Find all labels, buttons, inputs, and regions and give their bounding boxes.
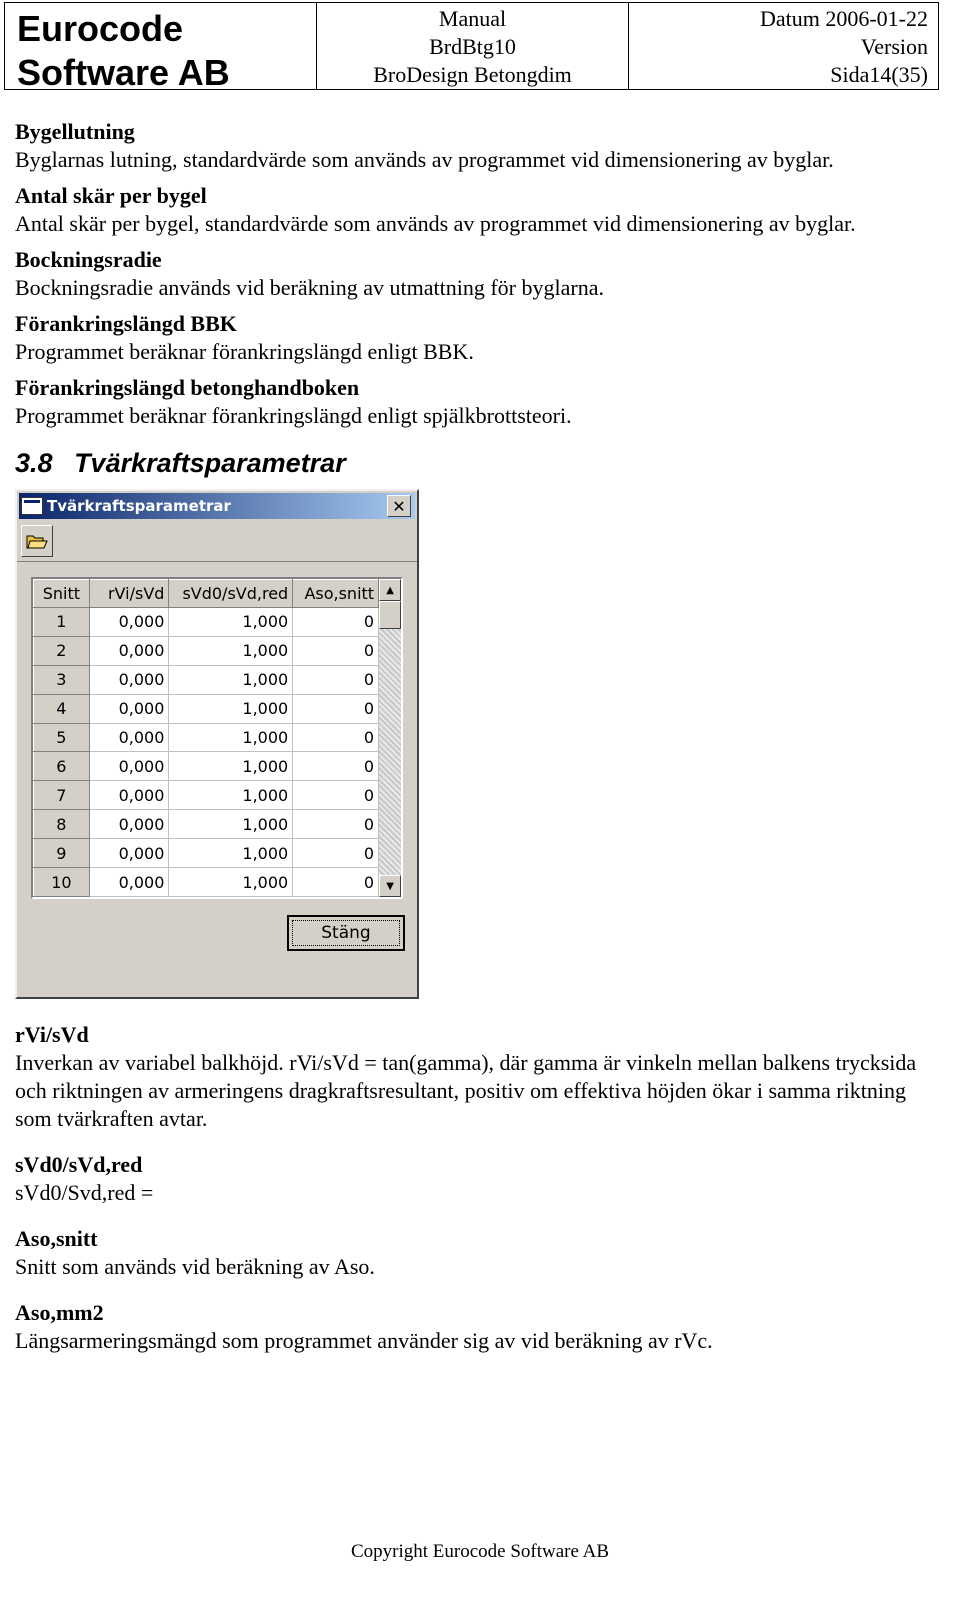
entry-heading: Bygellutning — [15, 119, 135, 144]
row-header[interactable]: 8 — [34, 810, 90, 839]
page-number: Sida14(35) — [830, 62, 928, 87]
entry-heading: Förankringslängd BBK — [15, 311, 237, 336]
open-folder-icon[interactable] — [21, 525, 53, 557]
doc-type: Manual — [438, 6, 507, 31]
table-row[interactable] — [34, 723, 379, 752]
table-cell[interactable]: 0 — [293, 752, 379, 781]
row-header[interactable]: 9 — [34, 839, 90, 868]
entry-text: Inverkan av variabel balkhöjd. rVi/sVd = tan(gamma), där gamma är vinkeln mellan balkens trycksida och riktningen av armeringens dragkraftsresultant, positiv om effektiva höjden ökar i samma riktning som tvärkraften avtar. — [15, 1050, 917, 1131]
table-row[interactable] — [34, 839, 379, 868]
entry-text: Programmet beräknar förankringslängd enligt BBK. — [15, 339, 474, 364]
window-app-icon — [21, 497, 43, 515]
table-cell[interactable]: 1,000 — [169, 868, 293, 897]
row-header[interactable]: 6 — [34, 752, 90, 781]
parameter-grid — [31, 577, 403, 899]
table-cell[interactable]: 0,000 — [89, 868, 169, 897]
dialog-toolbar — [17, 521, 417, 562]
table-cell[interactable]: 0 — [293, 839, 379, 868]
table-cell[interactable]: 0 — [293, 694, 379, 723]
parameter-table — [33, 579, 379, 897]
close-button[interactable]: Stäng — [287, 915, 405, 951]
entry-heading: rVi/sVd — [15, 1022, 89, 1047]
entry-heading: Bockningsradie — [15, 247, 162, 272]
row-header[interactable]: 5 — [34, 723, 90, 752]
table-row[interactable] — [34, 636, 379, 665]
table-cell[interactable]: 0,000 — [89, 723, 169, 752]
entry — [15, 118, 935, 174]
company-line-2: Software AB — [17, 52, 230, 93]
scroll-up-icon[interactable]: ▲ — [379, 579, 401, 601]
entry-text: Längsarmeringsmängd som programmet använder sig av vid beräkning av rVc. — [15, 1328, 713, 1353]
table-row[interactable] — [34, 608, 379, 637]
entry-text: Snitt som används vid beräkning av Aso. — [15, 1254, 375, 1279]
column-header[interactable]: sVd0/sVd,red — [169, 580, 293, 608]
table-cell[interactable]: 0,000 — [89, 781, 169, 810]
table-cell[interactable]: 0 — [293, 665, 379, 694]
doc-date: Datum 2006-01-22 — [759, 6, 928, 31]
doc-meta — [629, 3, 938, 89]
table-cell[interactable]: 0,000 — [89, 608, 169, 637]
section-heading — [15, 448, 935, 479]
document-info — [317, 3, 629, 89]
page-content — [15, 118, 935, 1363]
page-footer: Copyright Eurocode Software AB — [350, 1541, 610, 1562]
table-cell[interactable]: 0 — [293, 723, 379, 752]
vertical-scrollbar[interactable] — [379, 579, 401, 897]
table-cell[interactable]: 1,000 — [169, 636, 293, 665]
dialog-title: Tvärkraftsparametrar — [47, 497, 231, 515]
entry-text: Byglarnas lutning, standardvärde som används av programmet vid dimensionering av byglar. — [15, 147, 834, 172]
table-cell[interactable]: 0 — [293, 810, 379, 839]
table-row[interactable] — [34, 752, 379, 781]
entry — [15, 1021, 935, 1133]
row-header[interactable]: 10 — [34, 868, 90, 897]
entry-heading: Förankringslängd betonghandboken — [15, 375, 360, 400]
table-cell[interactable]: 0,000 — [89, 694, 169, 723]
row-header[interactable]: 2 — [34, 636, 90, 665]
section-number: 3.8 — [15, 448, 53, 478]
row-header[interactable]: 4 — [34, 694, 90, 723]
table-cell[interactable]: 1,000 — [169, 781, 293, 810]
table-cell[interactable]: 1,000 — [169, 694, 293, 723]
company-name — [5, 3, 317, 93]
entry — [15, 1225, 935, 1281]
row-header[interactable]: 3 — [34, 665, 90, 694]
table-cell[interactable]: 0 — [293, 608, 379, 637]
table-cell[interactable]: 0,000 — [89, 839, 169, 868]
table-cell[interactable]: 0,000 — [89, 636, 169, 665]
doc-product: BroDesign Betongdim — [373, 62, 572, 87]
entry — [15, 1151, 935, 1207]
table-cell[interactable]: 1,000 — [169, 665, 293, 694]
table-cell[interactable]: 0 — [293, 636, 379, 665]
section-title: Tvärkraftsparametrar — [74, 448, 346, 478]
page-header — [4, 2, 939, 93]
column-header[interactable]: Snitt — [34, 580, 90, 608]
entry — [15, 310, 935, 366]
entry-heading: Aso,mm2 — [15, 1300, 104, 1325]
close-icon[interactable]: ✕ — [387, 495, 411, 517]
column-header[interactable]: Aso,snitt — [293, 580, 379, 608]
row-header[interactable]: 7 — [34, 781, 90, 810]
table-cell[interactable]: 1,000 — [169, 839, 293, 868]
table-row[interactable] — [34, 694, 379, 723]
entry-heading: Aso,snitt — [15, 1226, 98, 1251]
dialog-titlebar — [19, 493, 415, 519]
table-row[interactable] — [34, 781, 379, 810]
entry — [15, 182, 935, 238]
table-cell[interactable]: 0 — [293, 781, 379, 810]
grid-body — [34, 608, 379, 897]
entry-text: Antal skär per bygel, standardvärde som används av programmet vid dimensionering av byglar. — [15, 211, 856, 236]
table-cell[interactable]: 0,000 — [89, 810, 169, 839]
entry — [15, 246, 935, 302]
entry-text: Bockningsradie används vid beräkning av utmattning för byglarna. — [15, 275, 604, 300]
tvarkraft-dialog — [15, 489, 419, 999]
entry-text: sVd0/Svd,red = — [15, 1180, 154, 1205]
table-cell[interactable]: 0 — [293, 868, 379, 897]
entry-text: Programmet beräknar förankringslängd enligt spjälkbrottsteori. — [15, 403, 572, 428]
column-header[interactable]: rVi/sVd — [89, 580, 169, 608]
entry-heading: Antal skär per bygel — [15, 183, 207, 208]
company-line-1: Eurocode — [17, 8, 184, 49]
table-cell[interactable]: 0,000 — [89, 752, 169, 781]
table-cell[interactable]: 1,000 — [169, 723, 293, 752]
entry-heading: sVd0/sVd,red — [15, 1152, 143, 1177]
scroll-thumb[interactable] — [379, 601, 401, 629]
table-row[interactable] — [34, 868, 379, 897]
table-cell[interactable]: 1,000 — [169, 752, 293, 781]
doc-version: Version — [860, 34, 928, 59]
doc-code: BrdBtg10 — [429, 34, 516, 59]
entry — [15, 1299, 935, 1355]
table-row[interactable] — [34, 665, 379, 694]
table-row[interactable] — [34, 810, 379, 839]
scroll-down-icon[interactable]: ▼ — [379, 875, 401, 897]
row-header[interactable]: 1 — [34, 608, 90, 637]
table-cell[interactable]: 1,000 — [169, 608, 293, 637]
table-cell[interactable]: 0,000 — [89, 665, 169, 694]
table-cell[interactable]: 1,000 — [169, 810, 293, 839]
entry — [15, 374, 935, 430]
